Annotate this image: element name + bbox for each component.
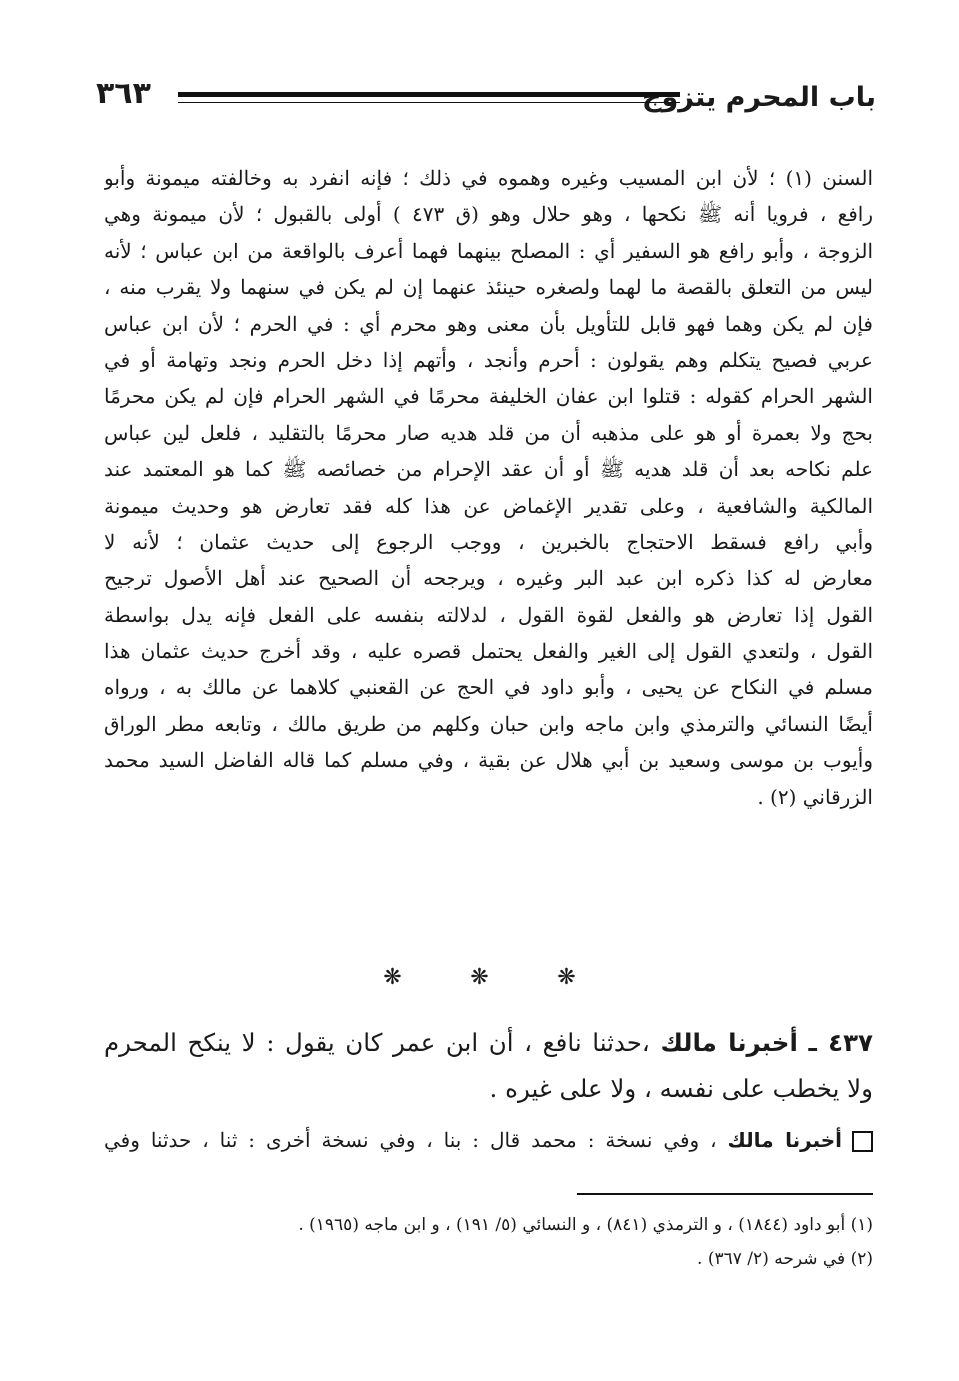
commentary-line: وأبي رافع فسقط الاحتجاج بالخبرين ، ووجب الرجوع إلى حديث عثمان ؛ لأنه لا: [104, 529, 873, 554]
note-lead: أخبرنا مالك: [727, 1128, 842, 1152]
commentary-line: القول إذا تعارض هو والفعل لقوة القول ، لدلالته بنفسه على الفعل فإنه يدل بواسطة: [104, 602, 873, 627]
asterism-icon: ❋: [383, 965, 402, 990]
hadith-line: ولا يخطب على نفسه ، ولا على غيره .: [489, 1074, 873, 1103]
header-rule-thick: [178, 92, 680, 97]
commentary-line: السنن (١) ؛ لأن ابن المسيب وغيره وهموه في ذلك ؛ فإنه انفرد به وخالفته ميمونة وأبو: [104, 166, 873, 190]
asterism-icon: ❋: [470, 965, 489, 990]
commentary-line: المالكية والشافعية ، وعلى تقدير الإغماض عن هذا كله فقد تعارض هو وحديث ميمونة: [104, 493, 873, 518]
header-rule-thin: [178, 102, 680, 103]
commentary-line: أيضًا النسائي والترمذي وابن ماجه وابن حبان وكلهم من طريق مالك ، وتابعه مطر الوراق: [104, 711, 873, 736]
hadith-text: [104, 1020, 873, 1112]
commentary-note: [104, 1123, 873, 1157]
footnote: (١) أبو داود (١٨٤٤) ، و الترمذي (٨٤١) ، و النسائي (٥/ ١٩١) ، و ابن ماجه (١٩٦٥) .: [298, 1215, 873, 1235]
commentary-line: بحج ولا بعمرة أو هو على مذهبه أن من قلد هديه صار محرمًا بالتقليد ، فلعل لين عباس: [104, 420, 873, 445]
commentary-line: القول ، ولتعدي القول إلى الغير والفعل يحتمل قصره عليه ، وقد أخرج حديث عثمان هذا: [104, 639, 873, 664]
commentary-line: عربي فصيح يتكلم وهم يقولون : أحرم وأنجد ، وأتهم إذا دخل الحرم ونجد وتهامة أو في: [104, 347, 873, 372]
commentary-line: رافع ، فرويا أنه ﷺ نكحها ، وهو حلال وهو (ق ٤٧٣ ) أولى بالقبول ؛ لأن ميمونة وهي: [104, 202, 873, 227]
note-text: ، وفي نسخة : محمد قال : بنا ، وفي نسخة أخرى : ثنا ، حدثنا وفي: [104, 1128, 717, 1152]
square-marker-icon: [852, 1131, 873, 1152]
page-number: ٣٦٣: [96, 76, 151, 111]
commentary-paragraph: [104, 160, 873, 815]
commentary-line: مسلم في النكاح عن يحيى ، وأبو داود في الحج عن القعنبي كلاهما عن مالك به ، ورواه: [104, 675, 873, 700]
commentary-line: الزرقاني (٢) .: [757, 784, 873, 809]
hadith-lead: أخبرنا مالك: [660, 1028, 798, 1057]
commentary-line: معارض له كذا ذكره ابن عبد البر وغيره ، ويرجحه أن الصحيح عند أهل الأصول ترجيح: [104, 566, 873, 591]
commentary-line: الزوجة ، وأبو رافع هو السفير أي : المصلح بينهما فهما أعرف بالواقعة من ابن عباس ؛ لأنه: [104, 238, 873, 263]
commentary-line: علم نكاحه بعد أن قلد هديه ﷺ أو أن عقد الإحرام من خصائصه ﷺ كما هو المعتمد عند: [104, 457, 873, 482]
footnote: (٢) في شرحه (٢/ ٣٦٧) .: [697, 1249, 873, 1269]
hadith-line1-text: ،حدثنا نافع ، أن ابن عمر كان يقول : لا ينكح المحرم: [104, 1028, 650, 1057]
commentary-line: وأيوب بن موسى وسعيد بن أبي هلال عن بقية ، وفي مسلم كما قاله الفاضل السيد محمد: [104, 748, 873, 773]
hadith-number: ٤٣٧ ـ: [808, 1028, 873, 1057]
footnote-rule: [577, 1193, 873, 1195]
asterism-icon: ❋: [557, 965, 576, 990]
commentary-line: فإن لم يكن وهما فهو قابل للتأويل بأن معنى وهو محرم أي : في الحرم ؛ لأن ابن عباس: [104, 311, 873, 336]
page-header: [96, 72, 876, 124]
footnotes: [93, 1208, 873, 1276]
commentary-line: الشهر الحرام كقوله : قتلوا ابن عفان الخليفة محرمًا في الشهر الحرام فإن لم يكن محرمًا: [104, 384, 873, 409]
hadith-line: [104, 1020, 873, 1066]
section-separator: [0, 965, 959, 990]
chapter-title: باب المحرم يتزوج: [642, 82, 876, 113]
commentary-line: ليس من التعلق بالقصة ما لهما ولصغره حينئذ عنهما إن لم يكن في سنهما ولا يقرب منه ،: [104, 275, 873, 300]
